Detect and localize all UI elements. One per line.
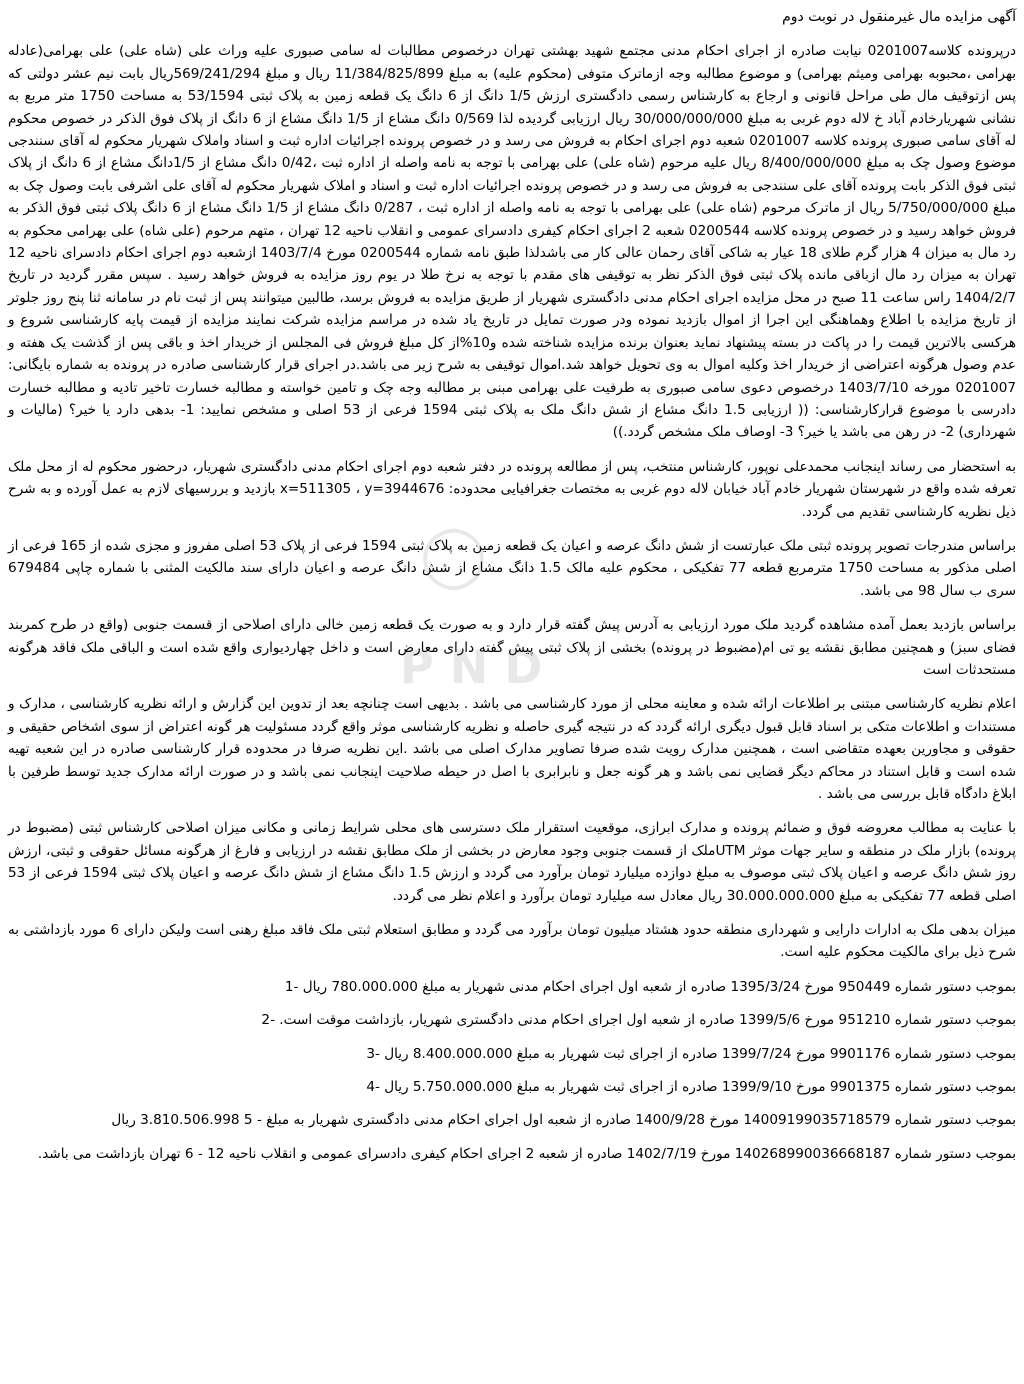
seizure-item: بموجب دستور شماره 9901375 مورخ 1399/9/10 صادره از اجرای ثبت شهریار به مبلغ 5.750.000.000 ریال -4 [366,1079,1016,1096]
paragraph-disclaimer: اعلام نظریه کارشناسی مبتنی بر اطلاعات ارائه شده و معاینه محلی از مورد کارشناسی می باشد . بدیهی است چنانچه بعد از تدوین این گزارش و ارائه نظریه کارشناسی ، مدارک و مستندات و اطلاعات متکی بر اسناد قابل قبول دیگری ارائه گردد که در نتیجه گیری حاصله و نظریه کارشناسی موثر واقع گردد مسئولیت هر گونه اعتراض از سوی اشخاص حقیقی و حقوقی و مجاورین بعهده متقاضی است ، همچنین مدارک رویت شده صرفا تصاویر مدارک اصلی می باشد .این نظریه صرفا در محدوده قرار کارشناسی صادره در این شعبه تهیه شده است و قابل استناد در محاکم دیگر قضایی نمی باشد و هر گونه جعل و نابرابری با اصل در حیطه صلاحیت اینجانب نمی باشد و در صورت ارائه مدارک جدید توسط طرفین با ابلاغ دادگاه قابل بررسی می باشد . [8,696,1016,802]
seizure-item: بموجب دستور شماره 140268990036668187 مورخ 1402/7/19 صادره از شعبه 2 اجرای احکام کیفری دادسرای عمومی و انقلاب ناحیه 12 - 6 تهران بازداشت می باشد. [37,1145,1016,1162]
paragraph-valuation: با عنایت به مطالب معروضه فوق و ضمائم پرونده و مدارک ابرازی، موقعیت استقرار ملک دسترسی های محلی شرایط زمانی و مکانی میزان اصلاحی کارشناس ثبتی (مضبوط در پرونده) بازار ملک در منطقه و سایر جهات موثر UTMملک از قسمت جنوبی وجود معارض در بخشی از ملک مطابق نقشه در ارزیابی و فارغ از هرگونه مسائل حقوقی و ثبتی، ارزش روز شش دانگ عرصه و اعیان پلاک ثبتی موصوف به مبلغ دوازده میلیارد تومان برآورد می گردد و ارزش 1.5 دانگ مشاع از شش دانگ عرصه و اعیان پلاک ثبتی 1594 فرعی از 53 اصلی قطعه 77 تفکیکی به مبلغ 30.000.000.000 ریال معادل سه میلیارد تومان برآورد و اعلام نظر می گردد. [8,820,1016,904]
watermark: ◯ P N D [400,520,543,694]
seizure-item: بموجب دستور شماره 9901176 مورخ 1399/7/24 صادره از اجرای ثبت شهریار به مبلغ 8.400.000.000 ریال -3 [366,1045,1016,1062]
paragraph-debts: میزان بدهی ملک به ادارات دارایی و شهرداری منطقه حدود هشتاد میلیون تومان برآورد می گردد و مطابق استعلام ثبتی ملک فاقد مبلغ رهنی است ولیکن دارای 6 مورد بازداشتی به شرح ذیل برای مالکیت محکوم علیه است. [8,922,1016,961]
seizure-list [8,976,1016,1165]
seizure-item: بموجب دستور شماره 14009199035718579 مورخ 1400/9/28 صادره از شعبه اول اجرای احکام مدنی دادگستری شهریار به مبلغ - 5 3.810.506.998 ریال [111,1112,1016,1129]
paragraph-expert-visit: به استحضار می رساند اینجانب محمدعلی نوپور، کارشناس منتخب، پس از مطالعه پرونده در دفتر شعبه دوم اجرای احکام مدنی دادگستری شهریار، درحضور محکوم له از محل ملک تعرفه شده واقع در شهرستان شهریار خادم آباد خیابان لاله دوم غربی به مختصات جغرافیایی محدوده: x=511305 ، y=3944676 بازدید و بررسیهای لازم به عمل آورده و به شرح ذیل نظریه کارشناسی تقدیم می گردد. [8,458,1016,520]
seizure-item: بموجب دستور شماره 950449 مورخ 1395/3/24 صادره از شعبه اول اجرای احکام مدنی شهریار به مبلغ 780.000.000 ریال -1 [284,978,1016,995]
paragraph-registry: براساس مندرجات تصویر پرونده ثبتی ملک عبارتست از شش دانگ عرصه و اعیان یک قطعه زمین به پلاک ثبتی 1594 فرعی از پلاک 53 اصلی مفروز و مجزی شده از 165 فرعی از اصلی مذکور به مساحت 1750 مترمربع قطعه 77 تفکیکی ، محکوم علیه مالک 1.5 دانگ مشاع از شش دانگ عرصه و اعیان دارای سند مالکیت المثنی با شماره چاپی 679484 سری ب سال 98 می باشد. [8,537,1016,599]
seizure-item: بموجب دستور شماره 951210 مورخ 1399/5/6 صادره از شعبه اول اجرای احکام مدنی دادگستری شهریار، بازداشت موقت است. -2 [261,1012,1016,1029]
paragraph-case-details: درپرونده کلاسه0201007 نیابت صادره از اجرای احکام مدنی مجتمع شهید بهشتی تهران درخصوص مطالبات له سامی صبوری علیه وراث علی (شاه علی) علی بهرامی(عادله بهرامی ،محبوبه بهرامی ومیثم بهرامی) و موضوع مطالبه وجه ازماترک متوفی (محکوم علیه) به مبلغ 11/384/825/899 ریال و مبلغ 569/241/294ریال بابت نیم عشر دولتی که پس ازتوقیف مال طی مراحل قانونی و ارجاع به کارشناس رسمی دادگستری ارزش 1/5 دانگ از 6 دانگ یک قطعه زمین به پلاک ثبتی 53/1594 به مساحت 1750 متر مربع به نشانی شهریارخادم آباد خ لاله دوم غربی به مبلغ 30/000/000/000 ریال ارزیابی گردیده لذا 0/569 دانگ مشاع از 1/5 دانگ مشاع از 6 دانگ از پلاک فوق الذکر در خصوص محکوم له آقای سامی صبوری پرونده کلاسه 0201007 شعبه دوم اجرای احکام به فروش می رسد و در خصوص پرونده اجرائیات اداره ثبت و اسناد واملاک شهریار محکوم له آقای سنندجی موضوع وصول چک به مبلغ 8/400/000/000 ریال علیه مرحوم (شاه علی) علی بهرامی با توجه به نامه واصله از اداره ثبت ،0/42 دانگ مشاع از 1/5دانگ مشاع از 6 دانگ از پلاک ثبتی فوق الذکر بابت پرونده آقای علی سنندجی به فروش می رسد و در خصوص پرونده اجرائیات اداره ثبت و اسناد و املاک شهریار محکوم له آقای علی اشرفی بابت وصول چک به مبلغ 5/750/000/000 ریال از ماترک مرحوم (شاه علی) علی بهرامی با توجه به نامه واصله از اداره ثبت ، 0/287 دانگ مشاع از 1/5 دانگ مشاع از 6 دانگ پلاک ثبتی فوق الذکر به فروش خواهد رسید و در خصوص پرونده کلاسه 0200544 شعبه 2 اجرای احکام کیفری دادسرای عمومی و انقلاب ناحیه 12 تهران ، متهم مرحوم (علی شاه) علی بهرامی محکوم به رد مال به میزان 4 هزار گرم طلای 18 عیار به شاکی آقای رحمان عالی کار می باشدلذا طبق نامه شماره 0200544 مورخ 1403/7/4 ازشعبه دوم اجرای احکام دادسرای ناحیه 12 تهران به میزان رد مال ازباقی مانده پلاک ثبتی فوق الذکر نظر به توقیفی های مقدم با توجه به نرخ طلا در یوم روز مزایده به فروش خواهد رسید . سپس مقرر گردید در تاریخ 1404/2/7 راس ساعت 11 صبح در محل مزایده اجرای احکام مدنی دادگستری شهریار از طریق مزایده به فروش برسد، طالبین میتوانند پس از ثبت نام در سامانه ثنا پنج روز جلوتر از تاریخ مزایده با اطلاع وهماهنگی این اجرا از اموال بازدید نموده ودر صورت تمایل در تاریخ یاد شده در مراسم مزایده شرکت نمایند مزایده از قیمت پایه کارشناسی شروع و هرکسی بالاترین قیمت را در پاکت در بسته پیشنهاد نماید بعنوان برنده مزایده شناخته شده و10%از کل مبلغ فروش فی المجلس از خریدار اخذ و باقی پس از گذشت یک هفته و عدم وصول هرگونه اعتراضی از خریدار اخذ وکلیه اموال به وی تحویل خواهد شد.اموال توقیفی به شرح زیر می باشد.در اجرای قرار کارشناسی صادره در پرونده به شماره بایگانی: 0201007 مورخه 1403/7/10 درخصوص دعوی سامی صبوری به طرفیت علی بهرامی مبنی بر مطالبه وجه چک و تامین خواسته و مطالبه خسارت تاخیر تادیه و مطالبه خسارت دادرسی با موضوع قرارکارشناسی: (( ارزیابی 1.5 دانگ مشاع از شش دانگ ملک به پلاک ثبتی 1594 فرعی از 53 اصلی و مشخص نمایید: 1- بدهی دارد یا خیر؟ (مالیات و شهرداری) 2- در رهن می باشد یا خیر؟ 3- اوصاف ملک مشخص گردد.)) [8,43,1016,441]
notice-title: آگهی مزایده مال غیرمنقول در نوبت دوم [782,9,1016,25]
paragraph-inspection: براساس بازدید بعمل آمده مشاهده گردید ملک مورد ارزیابی به آدرس پیش گفته قرار دارد و به صورت یک قطعه زمین خالی دارای اصلاحی از قسمت جنوبی (واقع در طرح کمربند فضای سبز) و همچنین مطابق نقشه یو تی ام(مضبوط در پرونده) بخشی از پلاک ثبتی پیش گفته دارای معارض است و داخل چهاردیواری واقع شده است و الباقی ملک فاقد هرگونه مستحدثات است [8,617,1016,678]
